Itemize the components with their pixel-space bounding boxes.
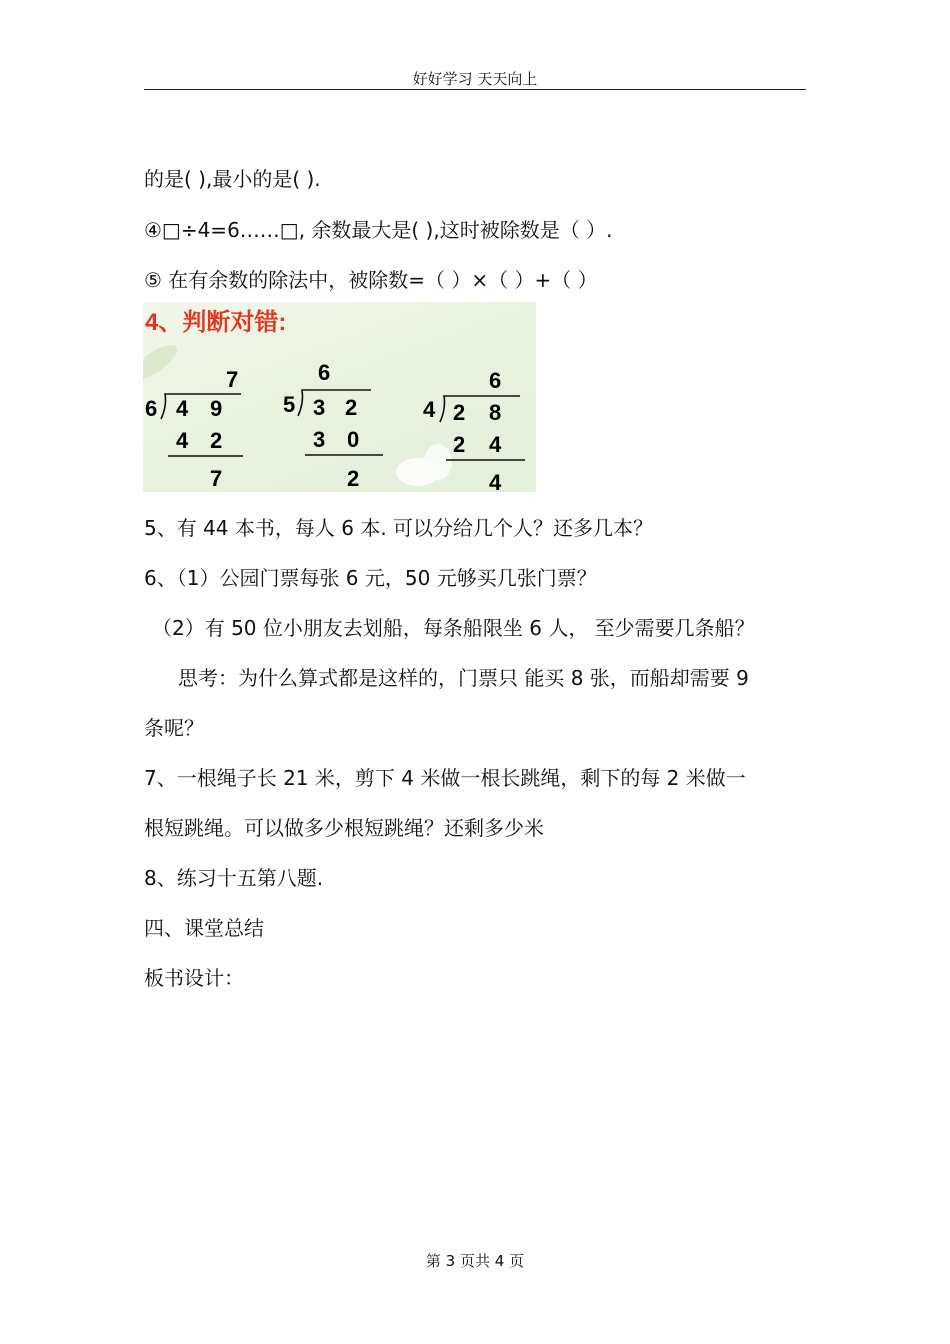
text-line-remainder-question: ④□÷4=6……□, 余数最大是( ),这时被除数是（ ）.	[144, 218, 613, 242]
product-ones-2: 0	[347, 427, 360, 452]
product-ones-1: 2	[210, 428, 223, 453]
text-line-dividend-formula: ⑤ 在有余数的除法中，被除数=（ ）×（ ）+（ ）	[144, 268, 598, 292]
header-divider	[144, 89, 806, 90]
flower-petal-decoration	[424, 444, 452, 480]
quotient-3: 6	[489, 368, 502, 393]
question-5: 5、有 44 本书，每人 6 本. 可以分给几个人？还多几本？	[144, 516, 654, 540]
question-7-continued: 根短跳绳。可以做多少根短跳绳？还剩多少米	[144, 816, 544, 840]
leaf-decoration	[143, 339, 182, 385]
page-footer: 第 3 页共 4 页	[425, 1252, 525, 1270]
division-bracket-1	[161, 394, 241, 419]
page-header: 好好学习 天天向上	[412, 70, 538, 88]
remainder-3: 4	[489, 470, 502, 492]
division-bracket-3	[440, 396, 520, 422]
dividend-tens-3: 2	[453, 400, 466, 425]
remainder-1: 7	[210, 466, 223, 491]
question-6-part-2: （2）有 50 位小朋友去划船，每条船限坐 6 人， 至少需要几条船？	[152, 616, 755, 640]
product-tens-3: 2	[453, 432, 466, 457]
dividend-tens-1: 4	[176, 396, 189, 421]
remainder-2: 2	[347, 466, 360, 491]
exercise-title: 4、判断对错:	[145, 309, 287, 336]
product-ones-3: 4	[489, 432, 502, 457]
dividend-tens-2: 3	[313, 395, 326, 420]
section-summary-heading: 四、课堂总结	[144, 916, 264, 940]
dividend-ones-3: 8	[489, 400, 502, 425]
division-problem-2	[283, 360, 383, 491]
judge-exercise-image	[143, 302, 536, 492]
division-problem-1	[145, 367, 243, 491]
blackboard-design-heading: 板书设计：	[144, 966, 244, 990]
question-6-thinking: 思考：为什么算式都是这样的，门票只 能买 8 张，而船却需要 9	[178, 666, 749, 690]
text-line-blanks-end: 的是( ),最小的是( ).	[144, 167, 321, 191]
dividend-ones-2: 2	[345, 395, 358, 420]
product-tens-2: 3	[313, 427, 326, 452]
division-bracket-2	[298, 390, 371, 416]
divisor-2: 5	[283, 392, 296, 417]
quotient-1: 7	[226, 367, 239, 392]
question-8: 8、练习十五第八题.	[144, 866, 324, 890]
quotient-2: 6	[318, 360, 331, 385]
product-tens-1: 4	[176, 428, 189, 453]
question-7: 7、一根绳子长 21 米，剪下 4 米做一根长跳绳，剩下的每 2 米做一	[144, 766, 746, 790]
divisor-3: 4	[423, 397, 436, 422]
dividend-ones-1: 9	[210, 396, 223, 421]
divisor-1: 6	[145, 396, 158, 421]
question-6-thinking-end: 条呢？	[144, 716, 204, 740]
question-6-part-1: 6、（1）公园门票每张 6 元，50 元够买几张门票？	[144, 566, 597, 590]
